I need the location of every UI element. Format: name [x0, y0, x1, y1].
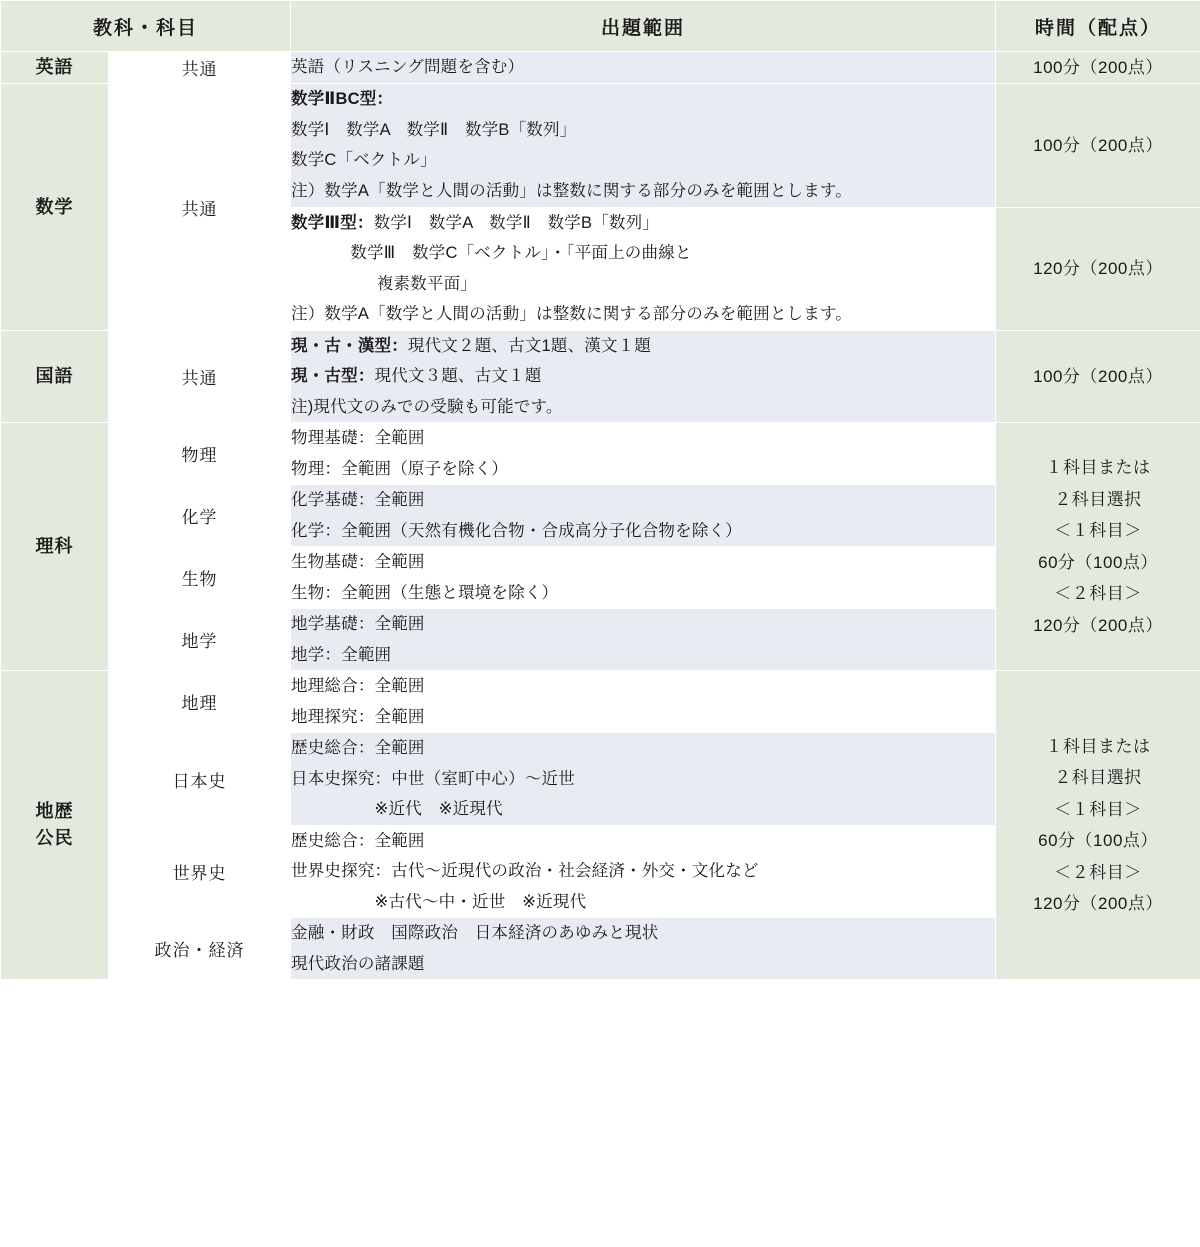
scope-japanese: [291, 330, 996, 423]
subject-science: 理科: [1, 423, 109, 671]
scope-note: 注）数学A「数学と人間の活動」は整数に関する部分のみを範囲とします。: [291, 181, 853, 200]
scope-line: 数学C「ベクトル」: [291, 151, 437, 170]
time-line: 120分（200点）: [1033, 615, 1163, 635]
scope-line: 生物基礎：全範囲: [291, 553, 425, 572]
subject-math: 数学: [1, 84, 109, 330]
course-earth-science: 地学: [109, 609, 291, 671]
header-subject: 教科・科目: [1, 1, 291, 52]
scope-line-rest: 現代文２題、古文1題、漢文１題: [407, 336, 652, 355]
scope-line-title: [291, 331, 995, 362]
header-time: 時間（配点）: [996, 1, 1200, 52]
time-line: ＜２科目＞: [1054, 862, 1142, 882]
scope-japanese-history: [291, 733, 996, 826]
scope-geography: [291, 671, 996, 733]
scope-line: 地理総合：全範囲: [291, 677, 425, 696]
scope-line-title: 数学ⅡBC型：: [291, 90, 394, 109]
scope-world-history: [291, 825, 996, 918]
scope-line: ※近代 ※近現代: [291, 800, 503, 819]
scope-line: ※古代〜中・近世 ※近現代: [291, 892, 587, 911]
scope-line: 歴史総合：全範囲: [291, 831, 425, 850]
scope-line: 化学基礎：全範囲: [291, 491, 425, 510]
header-scope: 出題範囲: [291, 1, 996, 52]
time-line: 60分（100点）: [1038, 552, 1158, 572]
scope-math-iibc: [291, 84, 996, 207]
time-japanese: 100分（200点）: [996, 330, 1200, 423]
time-math-iii: 120分（200点）: [996, 207, 1200, 330]
scope-line-label: 現・古型：: [291, 367, 375, 386]
course-english-common: 共通: [109, 52, 291, 84]
scope-line: 化学：全範囲（天然有機化合物・合成高分子化合物を除く）: [291, 521, 742, 540]
time-line: ＜１科目＞: [1054, 799, 1142, 819]
time-math-iibc: 100分（200点）: [996, 84, 1200, 207]
scope-politics-economics: [291, 918, 996, 980]
course-japanese-history: 日本史: [109, 733, 291, 826]
table-row: [1, 52, 1200, 84]
time-english: 100分（200点）: [996, 52, 1200, 84]
scope-physics: [291, 423, 996, 485]
subject-japanese: 国語: [1, 330, 109, 423]
scope-line: 物理：全範囲（原子を除く）: [291, 459, 509, 478]
table-row: [1, 84, 1200, 207]
table-body: [1, 52, 1200, 980]
scope-line: 金融・財政 国際政治 日本経済のあゆみと現状: [291, 924, 659, 943]
course-math-common: 共通: [109, 84, 291, 330]
scope-line: 歴史総合：全範囲: [291, 739, 425, 758]
scope-line: 英語（リスニング問題を含む）: [291, 58, 525, 77]
scope-line: 数学Ⅰ 数学A 数学Ⅱ 数学B「数列」: [291, 120, 577, 139]
time-line: 60分（100点）: [1038, 831, 1158, 851]
scope-line: 生物：全範囲（生態と環境を除く）: [291, 583, 559, 602]
scope-line: 数学Ⅲ 数学C「ベクトル」・「平面上の曲線と: [350, 244, 692, 263]
table-header-row: [1, 1, 1200, 52]
course-geography: 地理: [109, 671, 291, 733]
scope-line-rest: 数学Ⅰ 数学A 数学Ⅱ 数学B「数列」: [373, 213, 660, 232]
scope-line-title: [291, 361, 995, 392]
scope-line: 日本史探究：中世（室町中心）〜近世: [291, 769, 575, 788]
scope-line: 地学基礎：全範囲: [291, 615, 425, 634]
course-physics: 物理: [109, 423, 291, 485]
table-row: [1, 423, 1200, 485]
table-row: [1, 330, 1200, 423]
time-line: １科目または: [1045, 737, 1151, 756]
scope-earth-science: [291, 609, 996, 671]
course-biology: 生物: [109, 547, 291, 609]
course-politics-economics: 政治・経済: [109, 918, 291, 980]
table-header: [1, 1, 1200, 52]
time-line: ２科目選択: [1054, 489, 1142, 509]
time-line: ２科目選択: [1054, 768, 1142, 788]
scope-line: 世界史探究：古代〜近現代の政治・社会経済・外交・文化など: [291, 862, 759, 881]
time-social-studies: [996, 671, 1200, 980]
scope-line-label: 数学Ⅲ型：: [291, 213, 374, 232]
table-row: [1, 671, 1200, 733]
time-line: 120分（200点）: [1033, 894, 1163, 914]
scope-line: 現代政治の諸課題: [291, 954, 425, 973]
course-japanese-common: 共通: [109, 330, 291, 423]
scope-line: 物理基礎：全範囲: [291, 429, 425, 448]
scope-line-rest: 現代文３題、古文１題: [374, 367, 542, 386]
scope-note: 注)現代文のみでの受験も可能です。: [291, 397, 563, 416]
time-line: １科目または: [1045, 458, 1151, 478]
scope-chemistry: [291, 485, 996, 547]
time-line: ＜２科目＞: [1054, 584, 1142, 604]
subject-english: 英語: [1, 52, 109, 84]
time-line: ＜１科目＞: [1054, 521, 1142, 541]
scope-english: [291, 52, 996, 84]
course-world-history: 世界史: [109, 825, 291, 918]
scope-math-iii: [291, 207, 996, 330]
scope-line: 地理探究：全範囲: [291, 707, 425, 726]
scope-note: 注）数学A「数学と人間の活動」は整数に関する部分のみを範囲とします。: [291, 305, 853, 324]
scope-biology: [291, 547, 996, 609]
scope-line-title: [291, 208, 995, 239]
course-chemistry: 化学: [109, 485, 291, 547]
scope-line: 地学：全範囲: [291, 645, 392, 664]
time-science: [996, 423, 1200, 671]
subject-social-studies: 地歴 公民: [1, 671, 109, 980]
scope-line-label: 現・古・漢型：: [291, 336, 408, 355]
scope-line: 複素数平面」: [376, 274, 478, 293]
